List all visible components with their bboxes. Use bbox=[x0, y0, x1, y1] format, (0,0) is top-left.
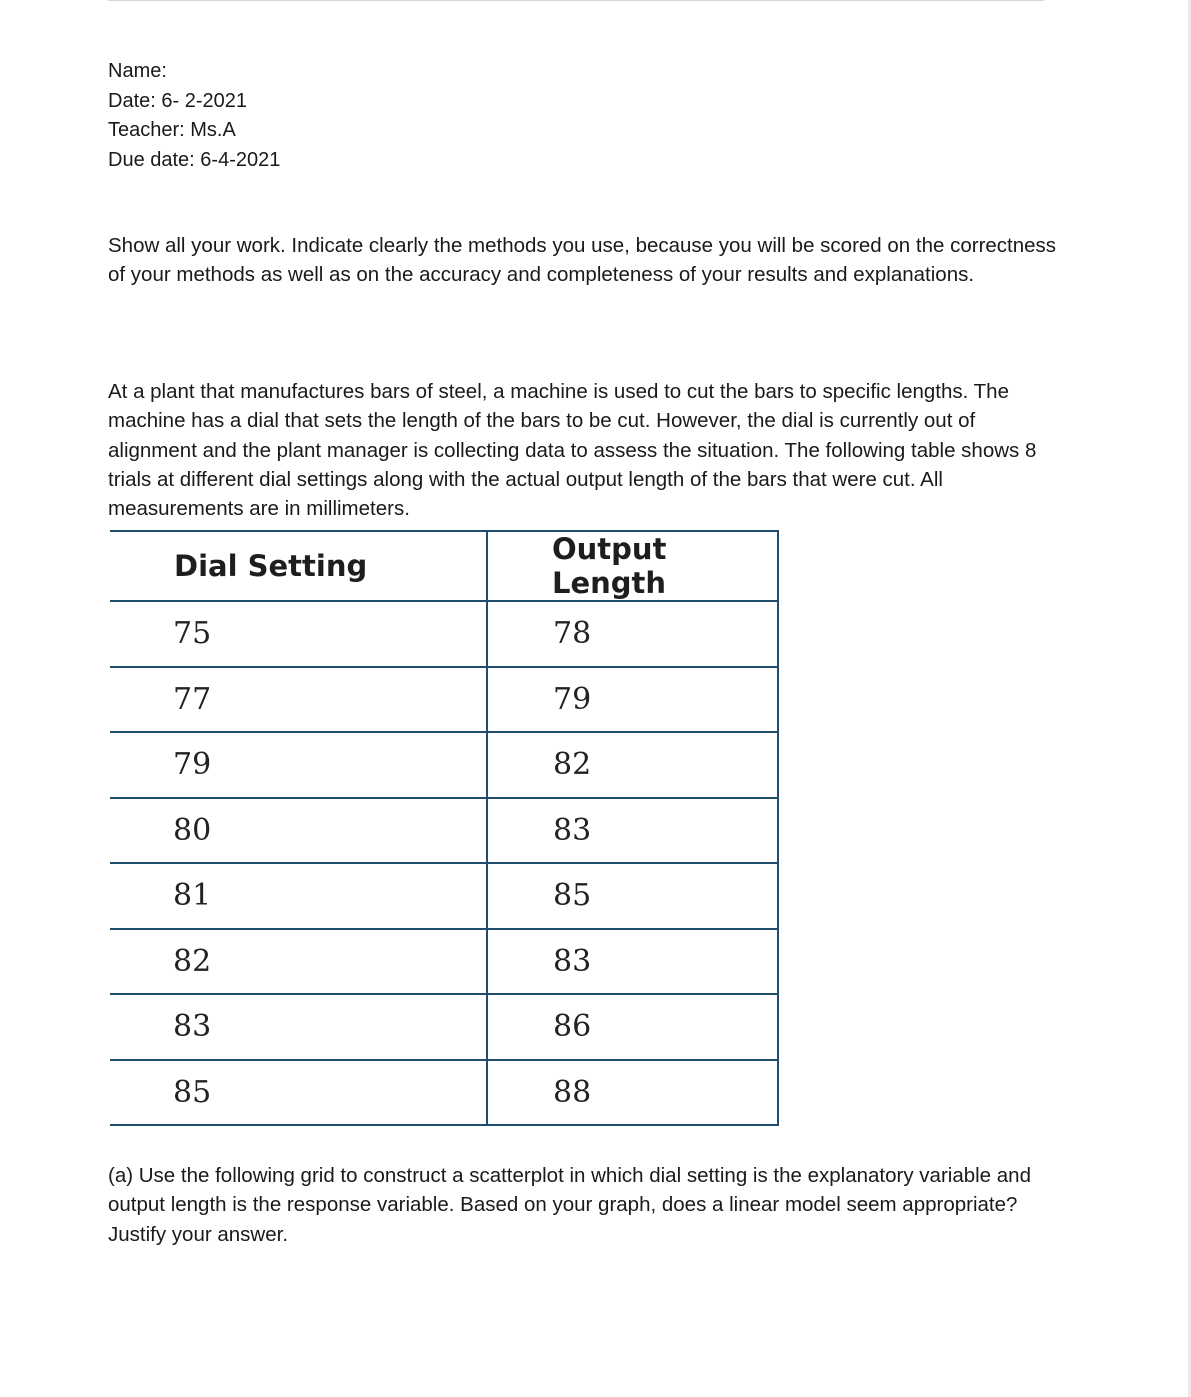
output-length-cell: 82 bbox=[487, 732, 778, 798]
output-length-cell: 86 bbox=[487, 994, 778, 1060]
header-dial-setting: Dial Setting bbox=[110, 531, 487, 601]
page-top-edge bbox=[108, 0, 1044, 1]
due-date-line: Due date: 6-4-2021 bbox=[108, 148, 281, 171]
dial-setting-cell: 80 bbox=[110, 798, 487, 864]
teacher-line: Teacher: Ms.A bbox=[108, 119, 236, 141]
name-line: Name: bbox=[108, 60, 167, 82]
table-row bbox=[110, 994, 778, 1060]
table-row bbox=[110, 929, 778, 995]
output-length-cell: 83 bbox=[487, 798, 778, 864]
output-length-cell: 78 bbox=[487, 601, 778, 667]
dial-setting-cell: 77 bbox=[110, 667, 487, 733]
student-header bbox=[108, 57, 280, 175]
table-row bbox=[110, 1060, 778, 1126]
header-output-length: Output Length bbox=[487, 531, 778, 601]
output-length-cell: 79 bbox=[487, 667, 778, 733]
table-header-row bbox=[110, 531, 778, 601]
output-length-cell: 88 bbox=[487, 1060, 778, 1126]
table-row bbox=[110, 798, 778, 864]
output-length-cell: 85 bbox=[487, 863, 778, 929]
table-row bbox=[110, 732, 778, 798]
table-row bbox=[110, 601, 778, 667]
dial-setting-cell: 85 bbox=[110, 1060, 487, 1126]
question-a-paragraph: (a) Use the following grid to construct a scatterplot in which dial setting is the explanatory variable and output length is the response variable. Based on your graph, does a linear model seem appropriate? Justify your answer. bbox=[108, 1164, 1031, 1246]
table-row bbox=[110, 667, 778, 733]
dial-setting-cell: 82 bbox=[110, 929, 487, 995]
context-paragraph: At a plant that manufactures bars of steel, a machine is used to cut the bars to specific lengths. The machine has a dial that sets the length of the bars to be cut. However, the dial is currently out of alignment and the plant manager is collecting data to assess the situation. The following table shows 8 trials at different dial settings along with the actual output length of the bars that were cut. All measurements are in millimeters. bbox=[108, 380, 1037, 521]
date-line: Date: 6- 2-2021 bbox=[108, 89, 247, 112]
dial-setting-cell: 75 bbox=[110, 601, 487, 667]
data-table bbox=[110, 530, 779, 1126]
instructions-paragraph: Show all your work. Indicate clearly the methods you use, because you will be scored on the correctness of your methods as well as on the accuracy and completeness of your results and explanations. bbox=[108, 234, 1057, 287]
table-row bbox=[110, 863, 778, 929]
output-length-cell: 83 bbox=[487, 929, 778, 995]
dial-setting-cell: 83 bbox=[110, 994, 487, 1060]
dial-setting-cell: 81 bbox=[110, 863, 487, 929]
dial-setting-cell: 79 bbox=[110, 732, 487, 798]
